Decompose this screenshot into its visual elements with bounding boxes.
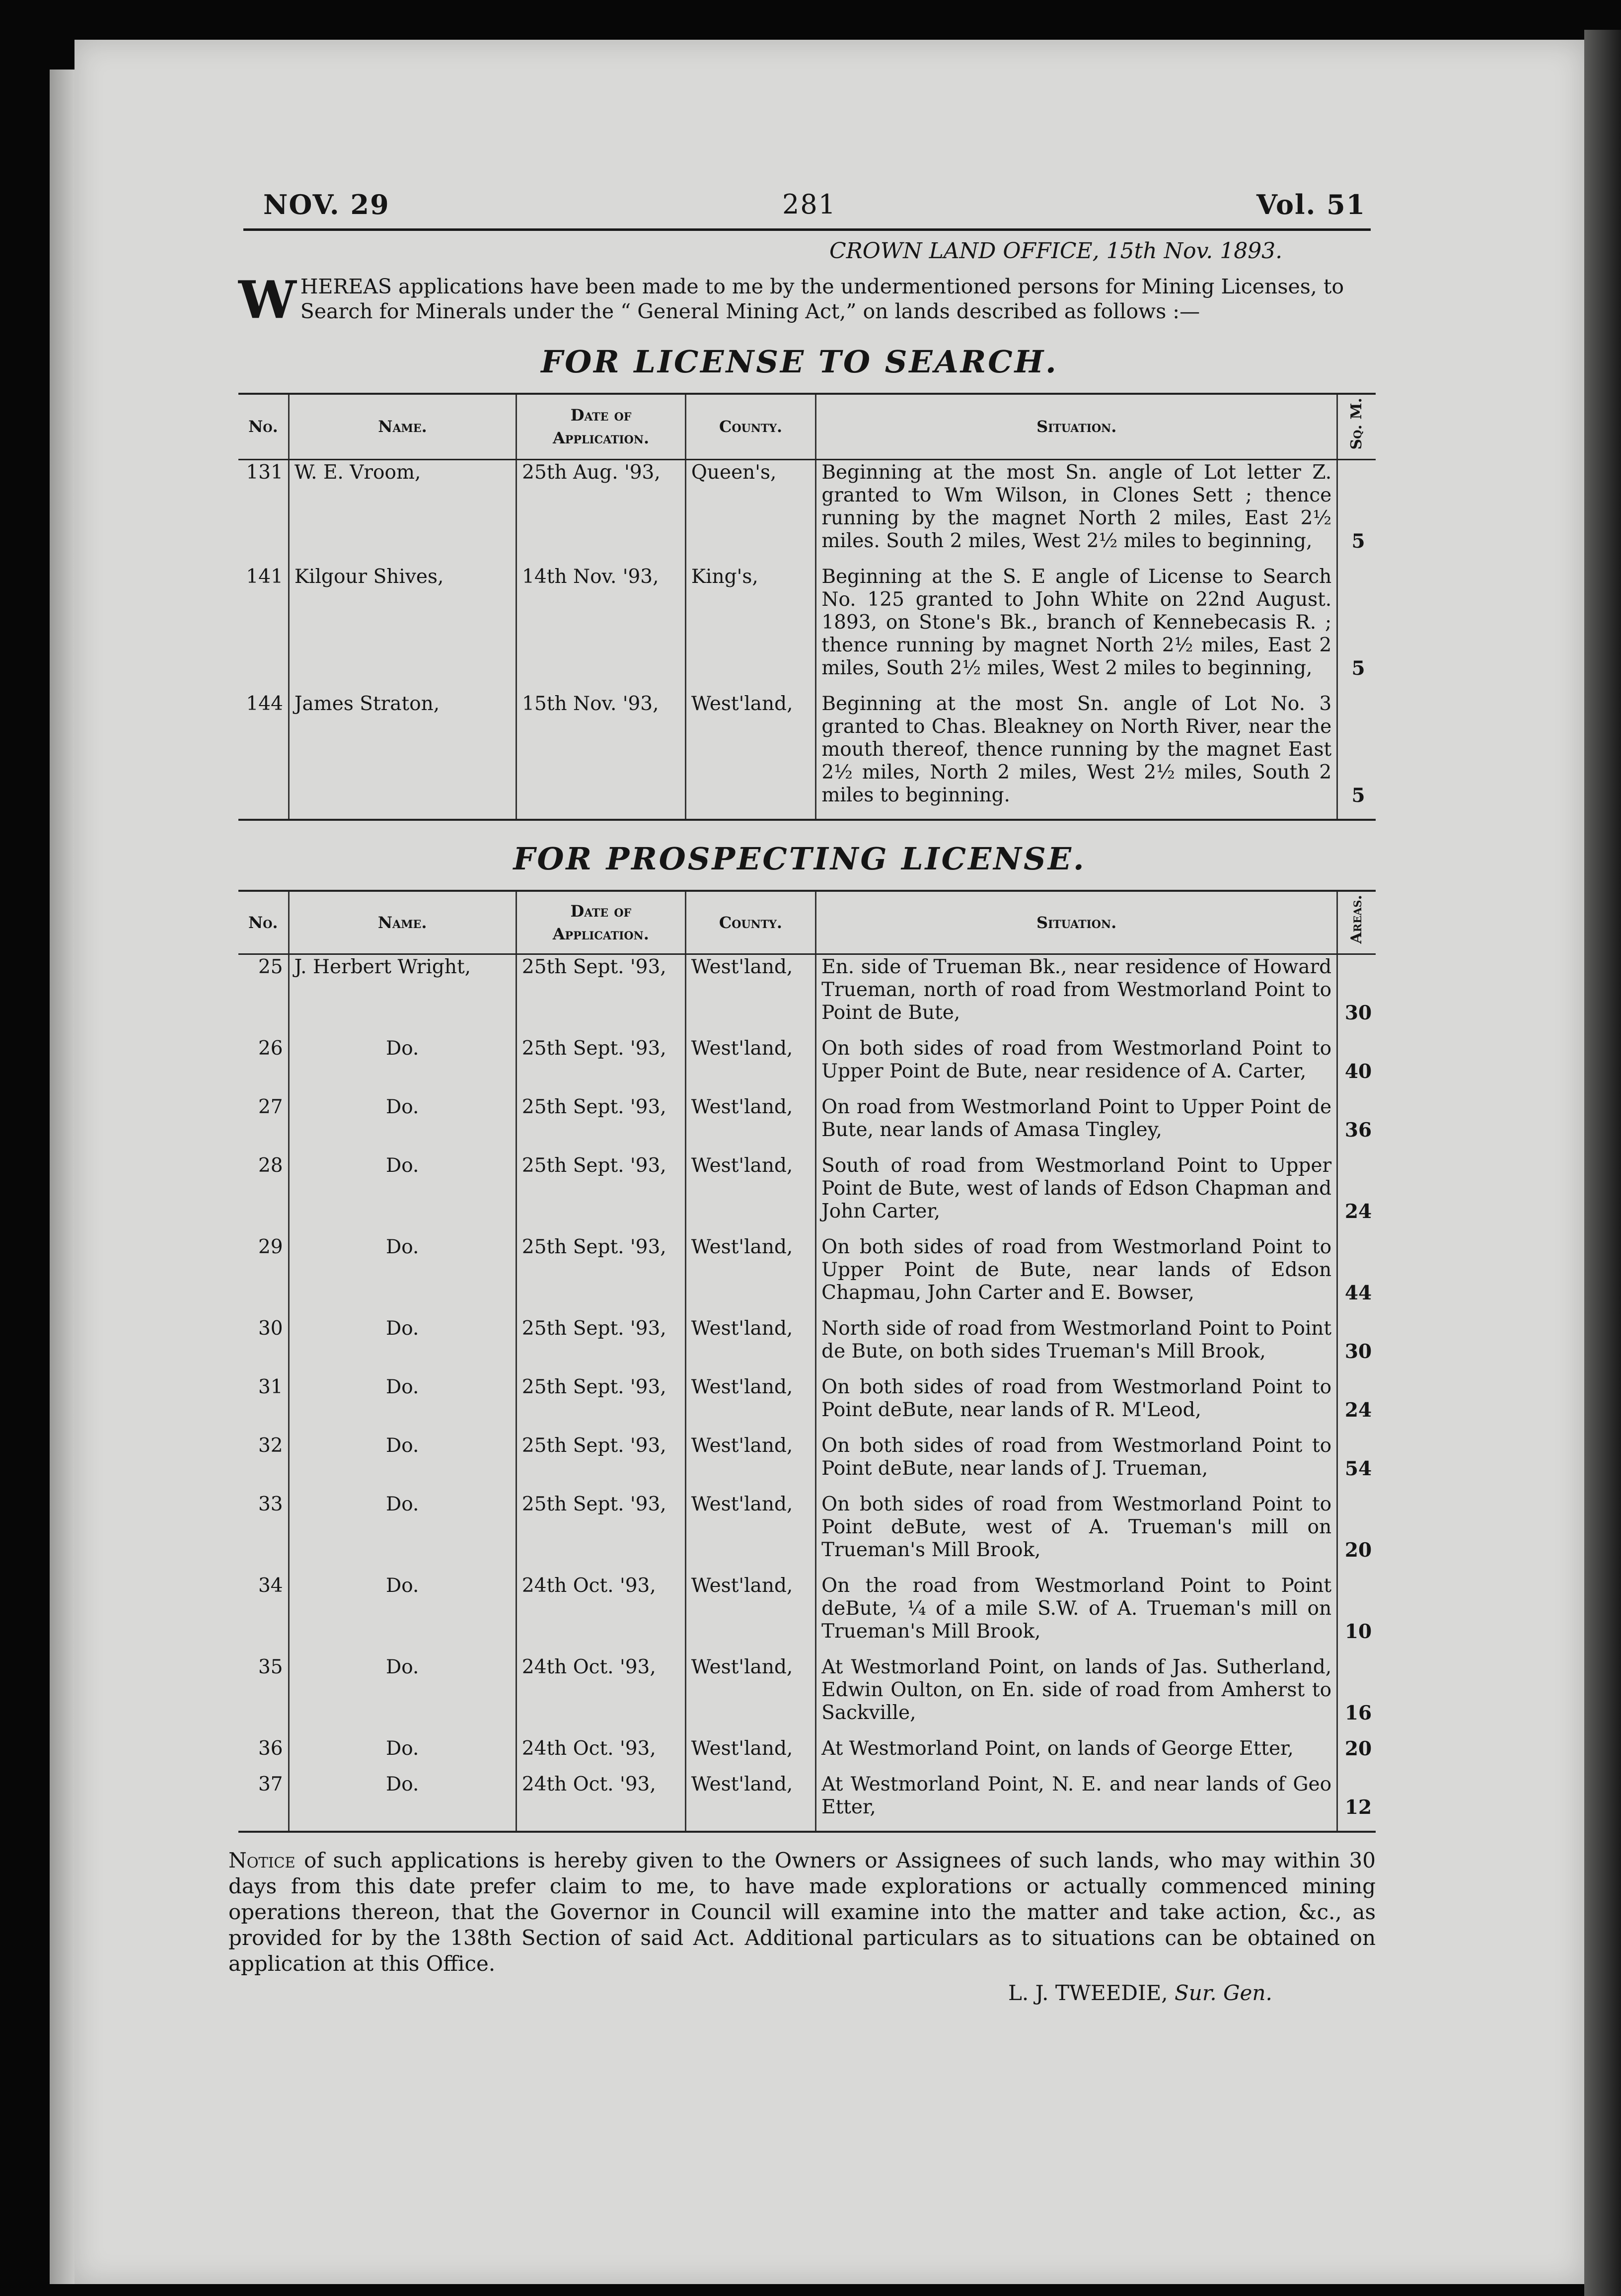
cell-area: 24 bbox=[1344, 1200, 1372, 1223]
cell-area: 44 bbox=[1344, 1281, 1372, 1304]
table-header-row bbox=[238, 891, 1376, 954]
cell-situation: Beginning at the most Sn. angle of Lot No. 3 granted to Chas. Bleakney on North River, near the mouth thereof, thence running by the magnet East 2½ miles, North 2 miles, West 2½ miles, South 2 miles to beginning. bbox=[816, 692, 1337, 820]
col-area bbox=[1337, 394, 1376, 459]
cell-name: Do. bbox=[289, 1736, 516, 1772]
col-no: No. bbox=[238, 394, 289, 459]
cell-situation: At Westmorland Point, N. E. and near lands of Geo Etter, bbox=[816, 1772, 1337, 1832]
col-area-label: Areas. bbox=[1348, 895, 1366, 944]
cell-area: 54 bbox=[1344, 1457, 1372, 1480]
col-county: County. bbox=[685, 891, 815, 954]
table-header-row bbox=[238, 394, 1376, 459]
cell-name: Do. bbox=[289, 1655, 516, 1736]
cell-date: 25th Sept. '93, bbox=[516, 1235, 685, 1316]
cell-date: 24th Oct. '93, bbox=[516, 1574, 685, 1655]
gazette-page bbox=[74, 40, 1584, 2284]
cell-date: 25th Sept. '93, bbox=[516, 1095, 685, 1153]
page-number: 281 bbox=[782, 189, 837, 220]
prospect-section-title: FOR PROSPECTING LICENSE. bbox=[513, 840, 1086, 877]
notice-lead: Notice bbox=[228, 1848, 295, 1872]
cell-county: West'land, bbox=[685, 1316, 815, 1375]
cell-situation: En. side of Trueman Bk., near residence of Howard Trueman, north of road from Westmorland Point to Point de Bute, bbox=[816, 954, 1337, 1036]
cell-area: 30 bbox=[1344, 1340, 1372, 1363]
col-situation: Situation. bbox=[816, 891, 1337, 954]
cell-name: Do. bbox=[289, 1375, 516, 1434]
intro-paragraph bbox=[238, 269, 1376, 330]
table-row bbox=[238, 1235, 1376, 1316]
cell-county: King's, bbox=[685, 565, 815, 692]
cell-area: 5 bbox=[1351, 656, 1365, 680]
cell-date: 25th Sept. '93, bbox=[516, 1492, 685, 1574]
cell-county: West'land, bbox=[685, 1772, 815, 1832]
drop-cap: W bbox=[238, 269, 296, 330]
cell-area: 12 bbox=[1337, 1772, 1376, 1832]
cell-name: W. E. Vroom, bbox=[289, 459, 516, 565]
cell-county: West'land, bbox=[685, 1736, 815, 1772]
col-name: Name. bbox=[289, 394, 516, 459]
cell-no: 141 bbox=[238, 565, 289, 692]
table-row bbox=[238, 954, 1376, 1036]
cell-county: West'land, bbox=[685, 692, 815, 820]
cell-situation: On the road from Westmorland Point to Point deBute, ¼ of a mile S.W. of A. Trueman's mill on Trueman's Mill Brook, bbox=[816, 1574, 1337, 1655]
table-row bbox=[238, 1095, 1376, 1153]
notice-paragraph bbox=[228, 1848, 1376, 1977]
table-row bbox=[238, 692, 1376, 820]
cell-name: James Straton, bbox=[289, 692, 516, 820]
cell-area: 10 bbox=[1344, 1620, 1372, 1643]
cell-no: 35 bbox=[238, 1655, 289, 1736]
col-date: Date of Application. bbox=[516, 394, 686, 459]
cell-date: 24th Oct. '93, bbox=[516, 1772, 685, 1832]
notice-text: of such applications is hereby given to the Owners or Assignees of such lands, who may within 30 days from this date prefer claim to me, to have made explorations or actually commenced mining operations thereon, that the Governor in Council will examine into the matter and take action, &c., as provided for by the 138th Section of said Act. Additional particulars as to situations can be obtained on application at this Office. bbox=[228, 1848, 1376, 1976]
cell-date: 25th Sept. '93, bbox=[516, 954, 685, 1036]
cell-situation: On both sides of road from Westmorland Point to Point deBute, near lands of R. M'Leod, bbox=[816, 1375, 1337, 1434]
cell-no: 131 bbox=[238, 459, 289, 565]
col-county: County. bbox=[685, 394, 815, 459]
cell-situation: At Westmorland Point, on lands of Jas. Sutherland, Edwin Oulton, on En. side of road from Amherst to Sackville, bbox=[816, 1655, 1337, 1736]
table-row bbox=[238, 1772, 1376, 1832]
page-content bbox=[169, 179, 1376, 2005]
search-license-table bbox=[238, 393, 1376, 821]
table-row bbox=[238, 1736, 1376, 1772]
cell-no: 37 bbox=[238, 1772, 289, 1832]
cell-no: 28 bbox=[238, 1153, 289, 1235]
cell-area: 16 bbox=[1344, 1701, 1372, 1724]
search-section-title: FOR LICENSE TO SEARCH. bbox=[541, 344, 1058, 380]
cell-county: West'land, bbox=[685, 1095, 815, 1153]
table-row bbox=[238, 1655, 1376, 1736]
cell-area: 36 bbox=[1344, 1118, 1372, 1142]
office-dateline: CROWN LAND OFFICE, 15th Nov. 1893. bbox=[829, 238, 1283, 264]
cell-name: Do. bbox=[289, 1574, 516, 1655]
cell-county: West'land, bbox=[685, 1574, 815, 1655]
cell-county: West'land, bbox=[685, 1655, 815, 1736]
cell-name: Do. bbox=[289, 1235, 516, 1316]
table-row bbox=[238, 1375, 1376, 1434]
col-date: Date of Application. bbox=[516, 891, 685, 954]
running-header bbox=[169, 179, 1371, 228]
cell-date: 25th Sept. '93, bbox=[516, 1036, 685, 1095]
cell-area: 30 bbox=[1344, 1001, 1372, 1024]
intro-text: HEREAS applications have been made to me by the undermentioned persons for Mining Licenses, to Search for Minerals under the “ General Mining Act,” on lands described as follows :— bbox=[300, 275, 1344, 323]
cell-no: 32 bbox=[238, 1434, 289, 1492]
cell-date: 25th Aug. '93, bbox=[516, 459, 686, 565]
issue-date: NOV. 29 bbox=[263, 189, 390, 220]
table-row bbox=[238, 1036, 1376, 1095]
cell-county: West'land, bbox=[685, 1375, 815, 1434]
cell-area: 5 bbox=[1337, 692, 1376, 820]
col-situation: Situation. bbox=[816, 394, 1337, 459]
cell-area: 20 bbox=[1344, 1538, 1372, 1562]
cell-area: 20 bbox=[1344, 1737, 1372, 1760]
signature bbox=[1008, 1981, 1371, 2005]
cell-county: West'land, bbox=[685, 954, 815, 1036]
col-no: No. bbox=[238, 891, 289, 954]
cell-no: 36 bbox=[238, 1736, 289, 1772]
cell-date: 14th Nov. '93, bbox=[516, 565, 686, 692]
table-row bbox=[238, 1574, 1376, 1655]
cell-county: West'land, bbox=[685, 1036, 815, 1095]
cell-situation: At Westmorland Point, on lands of George Etter, bbox=[816, 1736, 1337, 1772]
header-rule bbox=[243, 228, 1371, 231]
cell-no: 31 bbox=[238, 1375, 289, 1434]
cell-situation: On both sides of road from Westmorland Point to Upper Point de Bute, near residence of A. Carter, bbox=[816, 1036, 1337, 1095]
cell-date: 24th Oct. '93, bbox=[516, 1655, 685, 1736]
cell-situation: On both sides of road from Westmorland Point to Upper Point de Bute, near lands of Edson Chapmau, John Carter and E. Bowser, bbox=[816, 1235, 1337, 1316]
cell-date: 24th Oct. '93, bbox=[516, 1736, 685, 1772]
cell-no: 29 bbox=[238, 1235, 289, 1316]
cell-name: Do. bbox=[289, 1434, 516, 1492]
cell-situation: On both sides of road from Westmorland Point to Point deBute, near lands of J. Trueman, bbox=[816, 1434, 1337, 1492]
cell-date: 15th Nov. '93, bbox=[516, 692, 686, 820]
col-area bbox=[1337, 891, 1376, 954]
cell-situation: Beginning at the S. E angle of License to Search No. 125 granted to John White on 22nd August. 1893, on Stone's Bk., branch of Kennebecasis R. ; thence running by magnet North 2½ miles, East 2 miles, South 2½ miles, West 2 miles to beginning, bbox=[816, 565, 1337, 692]
cell-county: West'land, bbox=[685, 1492, 815, 1574]
signatory-title: Sur. Gen. bbox=[1175, 1980, 1272, 2005]
table-row bbox=[238, 1492, 1376, 1574]
cell-no: 33 bbox=[238, 1492, 289, 1574]
cell-county: West'land, bbox=[685, 1153, 815, 1235]
cell-name: Do. bbox=[289, 1153, 516, 1235]
cell-date: 25th Sept. '93, bbox=[516, 1434, 685, 1492]
cell-date: 25th Sept. '93, bbox=[516, 1316, 685, 1375]
cell-name: Do. bbox=[289, 1772, 516, 1832]
cell-county: Queen's, bbox=[685, 459, 815, 565]
table-row bbox=[238, 1434, 1376, 1492]
cell-no: 30 bbox=[238, 1316, 289, 1375]
cell-situation: Beginning at the most Sn. angle of Lot letter Z. granted to Wm Wilson, in Clones Sett ; thence running by the magnet North 2 miles, East 2½ miles. South 2 miles, West 2½ miles to beginning, bbox=[816, 459, 1337, 565]
book-binding bbox=[1584, 30, 1621, 2296]
table-row bbox=[238, 1316, 1376, 1375]
cell-area: 40 bbox=[1344, 1060, 1372, 1083]
cell-name: Kilgour Shives, bbox=[289, 565, 516, 692]
cell-county: West'land, bbox=[685, 1235, 815, 1316]
cell-no: 25 bbox=[238, 954, 289, 1036]
prospecting-license-table bbox=[238, 890, 1376, 1833]
col-name: Name. bbox=[289, 891, 516, 954]
cell-name: Do. bbox=[289, 1036, 516, 1095]
cell-no: 34 bbox=[238, 1574, 289, 1655]
table-row bbox=[238, 565, 1376, 692]
cell-area: 24 bbox=[1344, 1398, 1372, 1422]
cell-no: 144 bbox=[238, 692, 289, 820]
cell-situation: North side of road from Westmorland Point to Point de Bute, on both sides Trueman's Mill Brook, bbox=[816, 1316, 1337, 1375]
cell-name: Do. bbox=[289, 1492, 516, 1574]
cell-date: 25th Sept. '93, bbox=[516, 1375, 685, 1434]
col-area-label: Sq. M. bbox=[1348, 398, 1366, 450]
table-row bbox=[238, 459, 1376, 565]
page-stack-edge bbox=[50, 70, 74, 2284]
cell-situation: South of road from Westmorland Point to Upper Point de Bute, west of lands of Edson Chapman and John Carter, bbox=[816, 1153, 1337, 1235]
signatory-name: L. J. TWEEDIE, bbox=[1008, 1980, 1168, 2005]
table-row bbox=[238, 1153, 1376, 1235]
cell-county: West'land, bbox=[685, 1434, 815, 1492]
cell-date: 25th Sept. '93, bbox=[516, 1153, 685, 1235]
cell-situation: On road from Westmorland Point to Upper Point de Bute, near lands of Amasa Tingley, bbox=[816, 1095, 1337, 1153]
cell-area: 5 bbox=[1351, 529, 1365, 553]
cell-no: 26 bbox=[238, 1036, 289, 1095]
cell-name: J. Herbert Wright, bbox=[289, 954, 516, 1036]
cell-name: Do. bbox=[289, 1095, 516, 1153]
cell-no: 27 bbox=[238, 1095, 289, 1153]
volume-label: Vol. 51 bbox=[1256, 189, 1366, 220]
cell-situation: On both sides of road from Westmorland Point to Point deBute, west of A. Trueman's mill on Trueman's Mill Brook, bbox=[816, 1492, 1337, 1574]
cell-name: Do. bbox=[289, 1316, 516, 1375]
